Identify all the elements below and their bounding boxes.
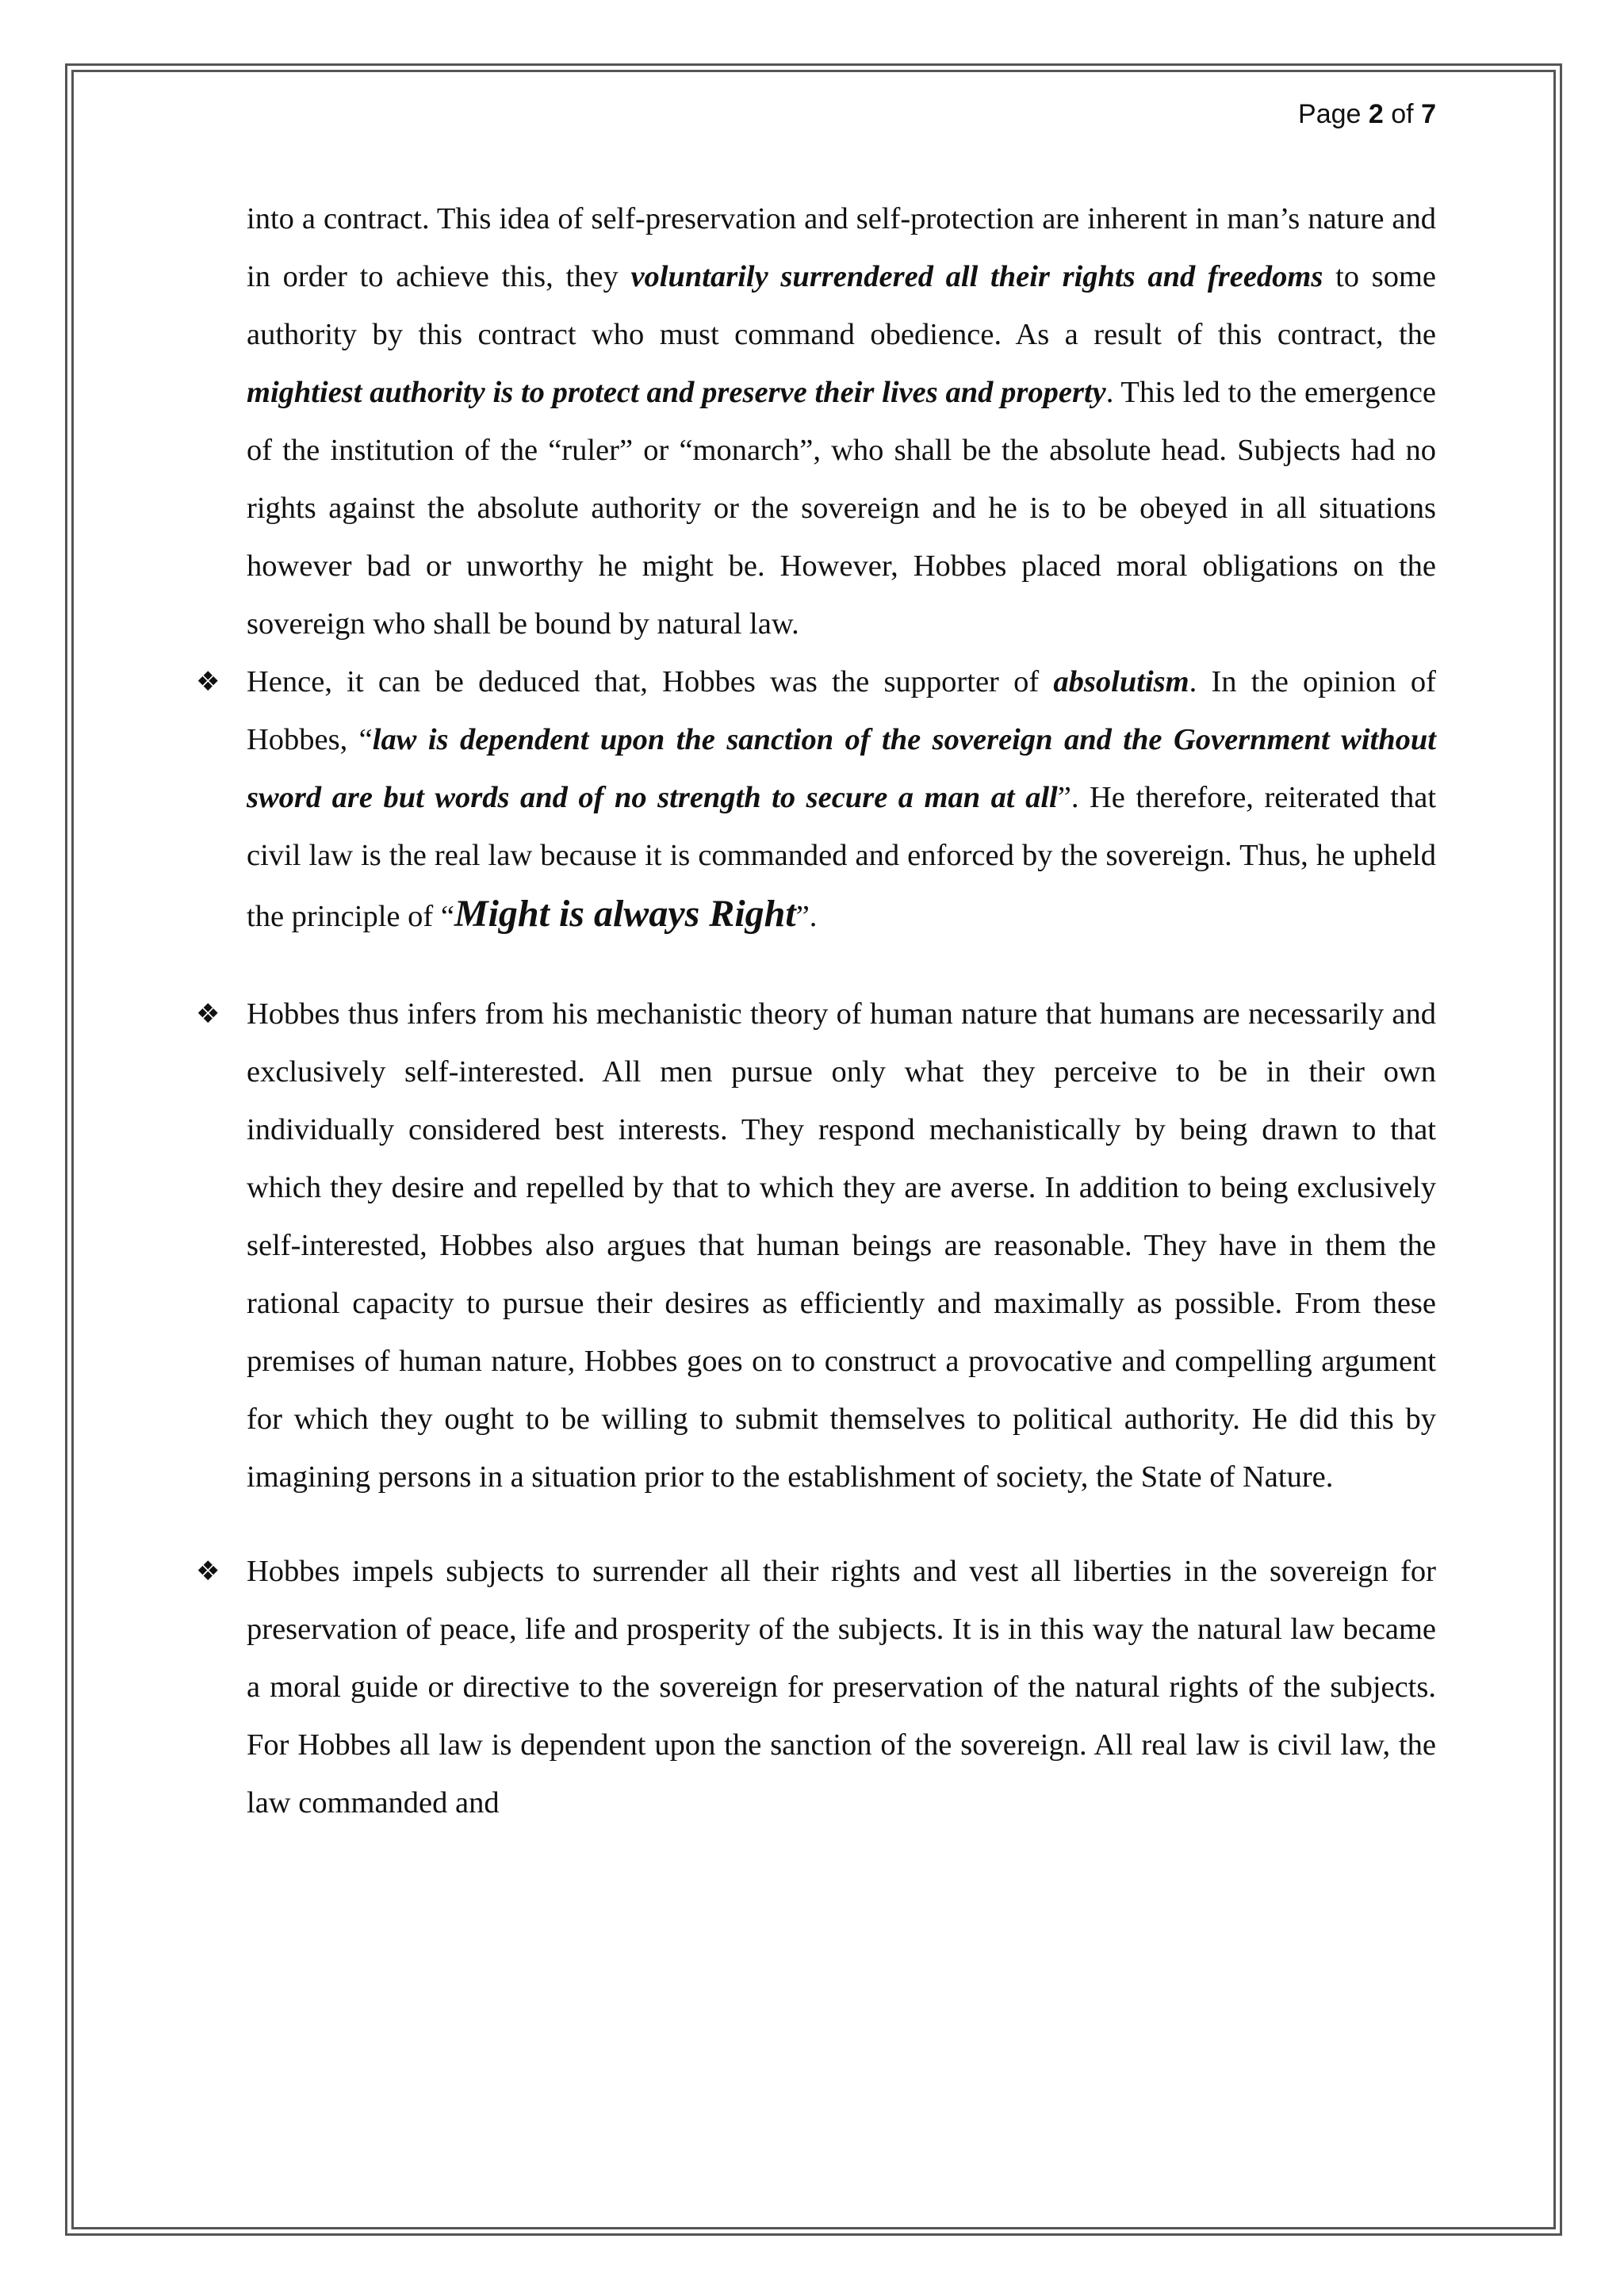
bullet-diamond-icon: ❖ xyxy=(196,998,220,1030)
paragraph-surrender-rights: Hobbes impels subjects to surrender all their rights and vest all liberties in the sovereign for preservation of peace, life and prosperity of the subjects. It is in this way the natural law became a moral guide or directive to the sovereign for preservation of the natural rights of the subjects. For Hobbes all law is dependent upon the sanction of the sovereign. All real law is civil law, the law commanded and xyxy=(247,1555,1436,1820)
bullet-diamond-icon: ❖ xyxy=(196,1556,220,1587)
paragraph-contract: into a contract. This idea of self-preservation and self-protection are inherent in man’s nature and in order to achieve this, they voluntarily surrendered all their rights and freedoms to some authority by this contract who must command obedience. As a result of this contract, the mightiest authority is to protect and preserve their lives and property. This led to the emergence of the institution of the “ruler” or “monarch”, who shall be the absolute head. Subjects had no rights against the absolute authority or the sovereign and he is to be obeyed in all situations however bad or unworthy he might be. However, Hobbes placed moral obligations on the sovereign who shall be bound by natural law. xyxy=(247,202,1436,641)
bullet-human-nature xyxy=(196,985,1436,1506)
paragraph-absolutism: Hence, it can be deduced that, Hobbes was the supporter of absolutism. In the opinion of Hobbes, “law is dependent upon the sanction of the sovereign and the Government without sword are but words and of no strength to secure a man at all”. He therefore, reiterated that civil law is the real law because it is commanded and enforced by the sovereign. Thus, he upheld the principle of “Might is always Right”. xyxy=(247,665,1437,935)
bullet-surrender-rights xyxy=(196,1543,1436,1832)
bullet-diamond-icon: ❖ xyxy=(196,666,220,698)
bullet-absolutism xyxy=(196,653,1437,946)
page-number: Page 2 of 7 xyxy=(1298,99,1436,129)
paragraph-human-nature: Hobbes thus infers from his mechanistic theory of human nature that humans are necessarily and exclusively self-interested. All men pursue only what they perceive to be in their own individually considered best interests. They respond mechanistically by being drawn to that which they desire and repelled by that to which they are averse. In addition to being exclusively self-interested, Hobbes also argues that human beings are reasonable. They have in them the rational capacity to pursue their desires as efficiently and maximally as possible. From these premises of human nature, Hobbes goes on to construct a provocative and compelling argument for which they ought to be willing to submit themselves to political authority. He did this by imagining persons in a situation prior to the establishment of society, the State of Nature. xyxy=(247,997,1436,1494)
document-body xyxy=(196,190,1437,1832)
